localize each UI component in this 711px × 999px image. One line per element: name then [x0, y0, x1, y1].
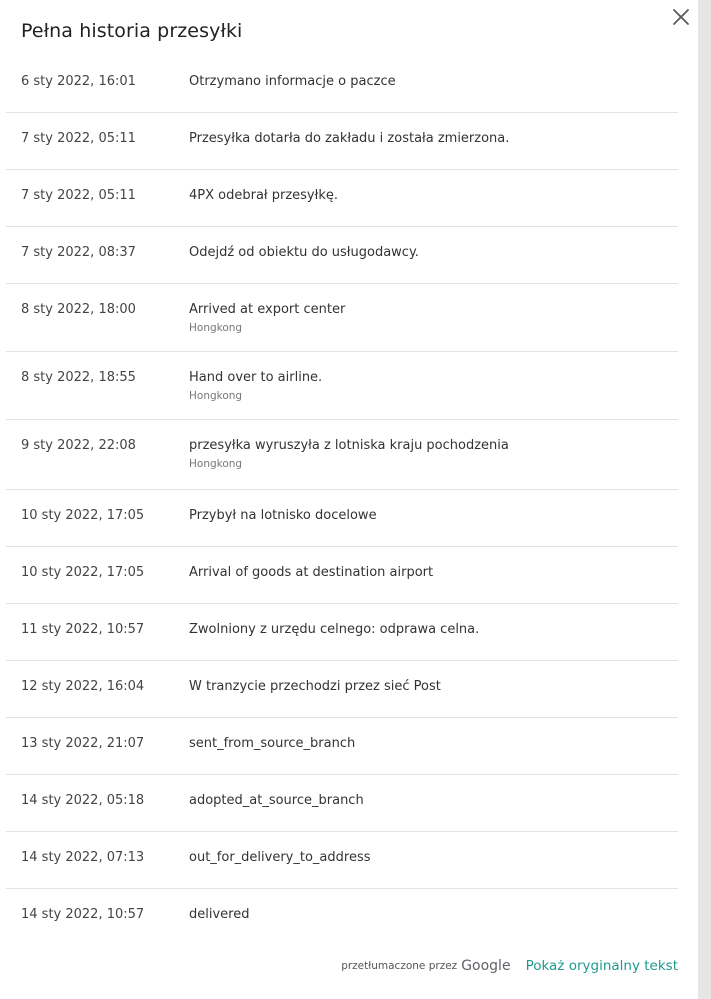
- tracking-event-row: [6, 889, 678, 946]
- translation-footer: [341, 958, 678, 974]
- google-logo: Google: [461, 958, 511, 974]
- tracking-event-list: [6, 56, 678, 946]
- event-description: Arrival of goods at destination airport: [189, 565, 434, 580]
- close-button[interactable]: [670, 6, 692, 28]
- event-date: 14 sty 2022, 10:57: [21, 907, 145, 922]
- tracking-event-row: [6, 490, 678, 547]
- event-date: 14 sty 2022, 07:13: [21, 850, 145, 865]
- event-date: 11 sty 2022, 10:57: [21, 622, 145, 637]
- tracking-event-row: [6, 284, 678, 352]
- event-description: Przybył na lotnisko docelowe: [189, 508, 377, 523]
- event-description: adopted_at_source_branch: [189, 793, 364, 808]
- tracking-event-row: [6, 718, 678, 775]
- tracking-event-row: [6, 832, 678, 889]
- event-date: 7 sty 2022, 05:11: [21, 131, 136, 146]
- event-description: 4PX odebrał przesyłkę.: [189, 188, 338, 203]
- event-date: 6 sty 2022, 16:01: [21, 74, 136, 89]
- event-description: Zwolniony z urzędu celnego: odprawa celna.: [189, 622, 480, 637]
- tracking-event-row: [6, 227, 678, 284]
- event-description: sent_from_source_branch: [189, 736, 356, 751]
- event-description: Otrzymano informacje o paczce: [189, 74, 396, 89]
- event-date: 14 sty 2022, 05:18: [21, 793, 145, 808]
- tracking-event-row: [6, 352, 678, 420]
- event-description: Odejdź od obiektu do usługodawcy.: [189, 245, 419, 260]
- close-icon: [670, 6, 692, 28]
- event-location: Hongkong: [189, 322, 243, 334]
- event-date: 8 sty 2022, 18:55: [21, 370, 136, 385]
- show-original-text-link[interactable]: Pokaż oryginalny tekst: [525, 958, 678, 974]
- event-date: 10 sty 2022, 17:05: [21, 508, 145, 523]
- event-description: delivered: [189, 907, 250, 922]
- event-date: 8 sty 2022, 18:00: [21, 302, 136, 317]
- event-date: 12 sty 2022, 16:04: [21, 679, 145, 694]
- event-date: 9 sty 2022, 22:08: [21, 438, 136, 453]
- tracking-event-row: [6, 775, 678, 832]
- event-description: Hand over to airline.: [189, 370, 323, 385]
- event-date: 7 sty 2022, 08:37: [21, 245, 136, 260]
- event-description: Przesyłka dotarła do zakładu i została zmierzona.: [189, 131, 510, 146]
- event-description: przesyłka wyruszyła z lotniska kraju pochodzenia: [189, 438, 509, 453]
- event-description: Arrived at export center: [189, 302, 346, 317]
- tracking-event-row: [6, 420, 678, 490]
- event-date: 10 sty 2022, 17:05: [21, 565, 145, 580]
- event-description: out_for_delivery_to_address: [189, 850, 371, 865]
- scrollbar[interactable]: [698, 0, 711, 999]
- tracking-event-row: [6, 170, 678, 227]
- translated-by-label: przetłumaczone przez: [341, 960, 458, 972]
- tracking-event-row: [6, 661, 678, 718]
- tracking-event-row: [6, 547, 678, 604]
- event-date: 7 sty 2022, 05:11: [21, 188, 136, 203]
- tracking-event-row: [6, 604, 678, 661]
- event-description: W tranzycie przechodzi przez sieć Post: [189, 679, 441, 694]
- tracking-event-row: [6, 113, 678, 170]
- event-date: 13 sty 2022, 21:07: [21, 736, 145, 751]
- event-location: Hongkong: [189, 458, 243, 470]
- tracking-event-row: [6, 56, 678, 113]
- dialog-title: Pełna historia przesyłki: [21, 20, 243, 42]
- event-location: Hongkong: [189, 390, 243, 402]
